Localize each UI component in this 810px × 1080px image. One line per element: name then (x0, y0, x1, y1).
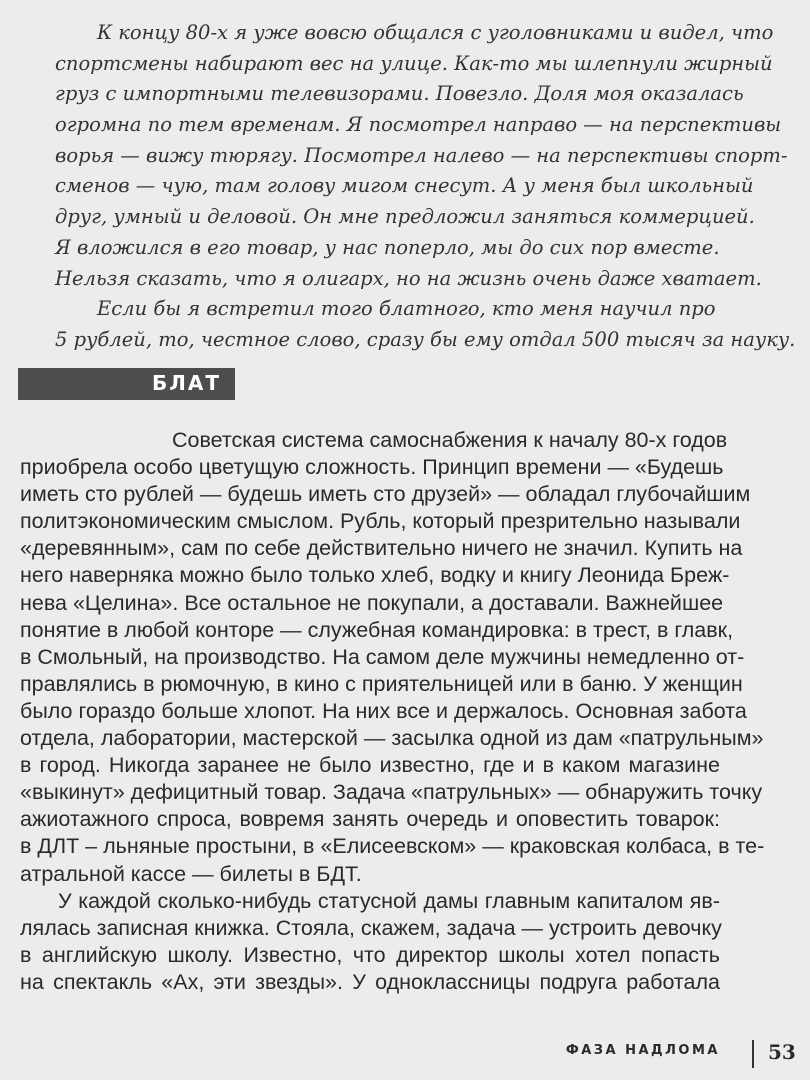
body-line: Советская система самоснабжения к началу 80-х годов (172, 428, 728, 452)
quote-line: огромна по тем временам. Я посмотрел направо — на перспективы (55, 113, 782, 137)
body-line: лялась записная книжка. Стояла, скажем, задача — устроить девочку (20, 915, 722, 940)
page-number: 53 (768, 1040, 796, 1064)
quote-line: Нельзя сказать, что я олигарх, но на жизнь очень даже хватает. (55, 266, 762, 290)
quote-line: ворья — вижу тюрягу. Посмотрел налево — на перспективы спорт- (55, 143, 788, 167)
page-footer (0, 1040, 810, 1070)
body-line: политэкономическим смыслом. Рубль, который презрительно называли (20, 509, 741, 534)
body-line: У каждой сколько-нибудь статусной дамы главным капиталом яв- (58, 888, 720, 913)
quote-line: 5 рублей, то, честное слово, сразу бы ему отдал 500 тысяч за науку. (55, 327, 796, 351)
quote-line: груз с импортными телевизорами. Повезло. Доля моя оказалась (55, 82, 744, 106)
body-line: нева «Целина». Все остальное не покупали, а доставали. Важнейшее (20, 590, 724, 615)
body-line: «выкинут» дефицитный товар. Задача «патрульных» — обнаружить точку (20, 780, 763, 805)
body-line: атральной кассе — билеты в БДТ. (20, 861, 362, 886)
section-title: БЛАТ (152, 371, 221, 395)
body-line: в ДЛТ – льняные простыни, в «Елисеевском» — краковская колбаса, в те- (20, 834, 765, 859)
body-line: «деревянным», сам по себе действительно ничего не значил. Купить на (20, 536, 743, 561)
body-line: в город. Никогда заранее не было известно, где и в каком магазине (20, 753, 720, 778)
italic-quote-block (55, 18, 796, 356)
quote-line: Я вложился в его товар, у нас поперло, мы до сих пор вместе. (55, 235, 720, 259)
footer-divider (752, 1040, 754, 1068)
body-line: в английскую школу. Известно, что директор школы хотел попасть (20, 942, 720, 967)
running-title: ФАЗА НАДЛОМА (565, 1043, 720, 1058)
body-line: приобрела особо цветущую сложность. Принцип времени — «Будешь (20, 455, 724, 480)
quote-line: друг, умный и деловой. Он мне предложил заняться коммерцией. (55, 205, 755, 229)
section-heading-bar (18, 368, 235, 400)
body-line: было гораздо больше хлопот. На них все и держалось. Основная забота (20, 698, 747, 723)
body-line: иметь сто рублей — будешь иметь сто друзей» — обладал глубочайшим (20, 482, 751, 507)
quote-line: К концу 80-х я уже вовсю общался с уголовниками и видел, что (97, 21, 774, 44)
body-line: него наверняка можно было только хлеб, водку и книгу Леонида Бреж- (20, 563, 730, 588)
body-text (20, 427, 765, 996)
quote-line: спортсмены набирают вес на улице. Как-то мы шлепнули жирный (55, 51, 773, 75)
body-line: понятие в любой конторе — служебная командировка: в трест, в главк, (20, 617, 734, 642)
body-line: ажиотажного спроса, вовремя занять очередь и оповестить товарок: (20, 807, 720, 832)
quote-line: сменов — чую, там голову мигом снесут. А у меня был школьный (55, 174, 754, 198)
body-line: правлялись в рюмочную, в кино с приятельницей или в баню. У женщин (20, 671, 743, 696)
body-line: на спектакль «Ах, эти звезды». У одноклассницы подруга работала (20, 969, 720, 994)
quote-line: Если бы я встретил того блатного, кто меня научил про (97, 297, 716, 321)
body-line: отдела, лаборатории, мастерской — засылка одной из дам «патрульным» (20, 726, 764, 751)
body-line: в Смольный, на производство. На самом деле мужчины немедленно от- (20, 644, 745, 669)
